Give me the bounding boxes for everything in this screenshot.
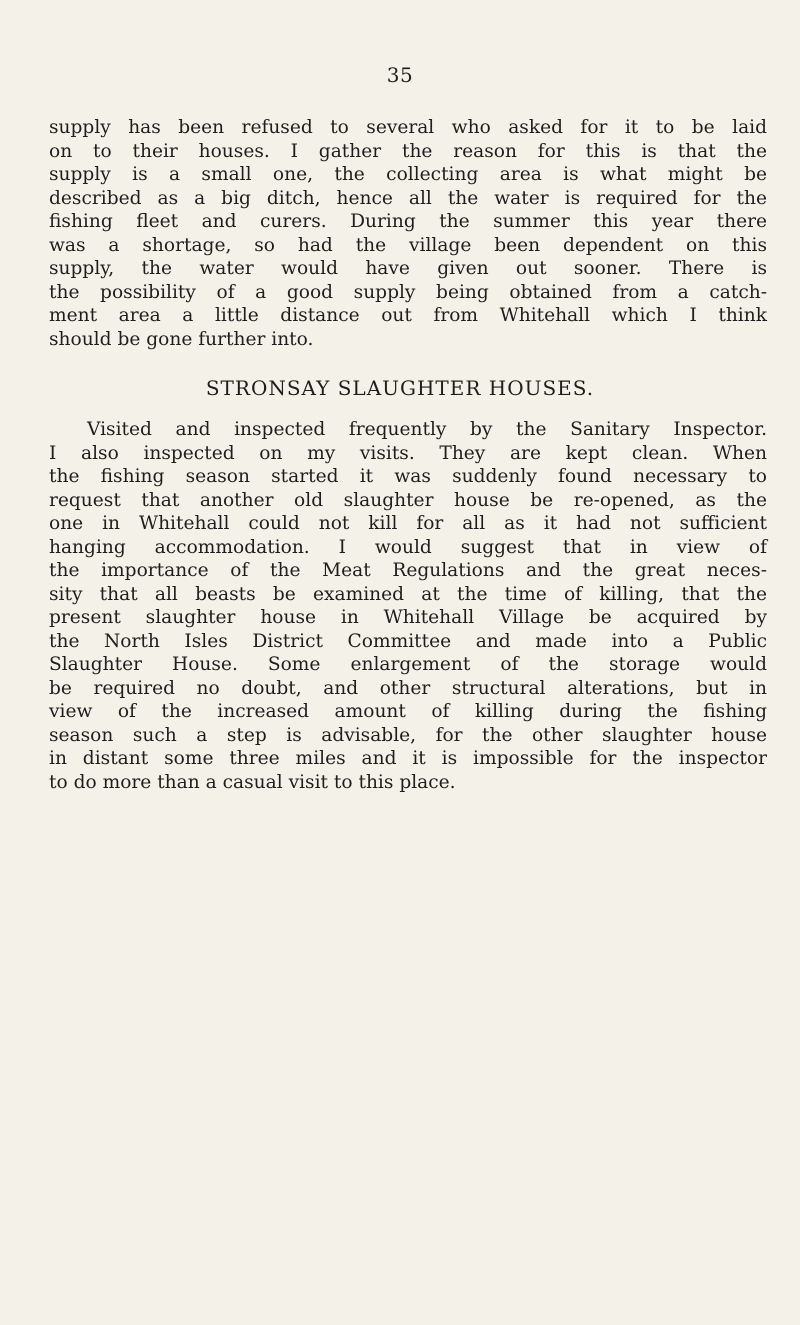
paragraph-line: supply has been refused to several who asked for it to be laid <box>49 117 767 138</box>
paragraph-line: the importance of the Meat Regulations and the great neces- <box>49 560 767 581</box>
paragraph-line: fishing fleet and curers. During the summer this year there <box>49 211 767 232</box>
paragraph-line: described as a big ditch, hence all the water is required for the <box>49 187 767 209</box>
paragraph-line: Slaughter House. Some enlargement of the storage would <box>49 654 767 675</box>
paragraph-slaughter-houses <box>49 418 767 794</box>
paragraph-line: I also inspected on my visits. They are kept clean. When <box>49 442 767 464</box>
paragraph-line: view of the increased amount of killing during the fishing <box>49 701 767 722</box>
paragraph-line: should be gone further into. <box>49 328 314 350</box>
paragraph-line: Visited and inspected frequently by the Sanitary Inspector. <box>87 419 767 440</box>
paragraph-water-supply <box>49 116 767 351</box>
paragraph-line: be required no doubt, and other structural alterations, but in <box>49 677 767 699</box>
paragraph-line: to do more than a casual visit to this place. <box>49 771 456 793</box>
paragraph-line: season such a step is advisable, for the other slaughter house <box>49 724 767 746</box>
paragraph-line: was a shortage, so had the village been dependent on this <box>49 234 767 256</box>
paragraph-line: request that another old slaughter house be re-opened, as the <box>49 489 767 511</box>
section-heading: STRONSAY SLAUGHTER HOUSES. <box>205 376 595 400</box>
paragraph-line: supply, the water would have given out sooner. There is <box>49 258 767 279</box>
paragraph-line: the possibility of a good supply being obtained from a catch- <box>49 281 767 303</box>
page-number: 35 <box>386 63 414 87</box>
paragraph-line: sity that all beasts be examined at the time of killing, that the <box>49 583 767 605</box>
paragraph-line: ment area a little distance out from Whitehall which I think <box>49 305 767 326</box>
paragraph-line: the fishing season started it was suddenly found necessary to <box>49 466 767 487</box>
paragraph-line: supply is a small one, the collecting area is what might be <box>49 164 767 185</box>
paragraph-line: on to their houses. I gather the reason for this is that the <box>49 140 767 162</box>
paragraph-line: one in Whitehall could not kill for all as it had not sufficient <box>49 513 767 534</box>
paragraph-line: hanging accommodation. I would suggest that in view of <box>49 536 767 558</box>
paragraph-line: in distant some three miles and it is impossible for the inspector <box>49 748 767 769</box>
paragraph-line: present slaughter house in Whitehall Village be acquired by <box>49 607 767 628</box>
paragraph-line: the North Isles District Committee and made into a Public <box>49 630 767 652</box>
